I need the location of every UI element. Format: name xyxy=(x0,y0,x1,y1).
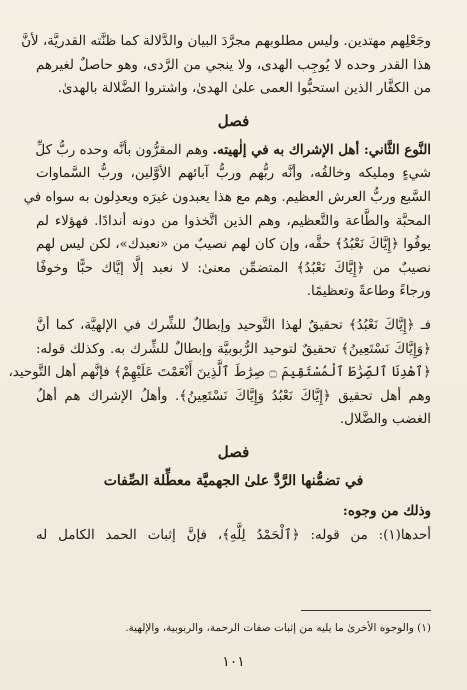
page-number: ١٠١ xyxy=(222,654,245,670)
paragraph-lead: النَّوع الثَّاني: أهل الإشراك به في إلٰهيته. xyxy=(212,141,431,158)
paragraph-3 xyxy=(8,314,431,432)
section-subheading: في تضمُّنها الرَّدَّ علىٰ الجهميَّة معطِّلة الصِّفات xyxy=(103,472,364,489)
text-line: وذلك من وجوه: xyxy=(342,502,431,519)
paragraph-4 xyxy=(36,500,431,547)
text-line: نصيبٌ من ﴿إِيَّاكَ نَعْبُدُ﴾ المتضمِّن معنىٰ: لا نعبد إلَّا إيَّاك حبًّا وخوفًا xyxy=(36,260,431,276)
text-line: شيءٍ ومليكه وخالقُه، وأنَّه ربُّهم وربُّ آبائهم الأوَّلين، وربُّ السَّماوات xyxy=(36,166,431,182)
text-line: أحدها(١): من قوله: ﴿ٱلْحَمْدُ لِلَّهِ﴾، فإنَّ إثبات الحمد الكامل له xyxy=(36,527,431,543)
text-line: السَّبع وربُّ العرش العظيم. وهم مع هذا يعبدون غيرَه ويعدِلون به سواه في xyxy=(23,189,431,205)
footnote: (١) والوجوه الأخرىٰ ما يليه من إثبات صفات الرحمة، والربوبية، والإلهية. xyxy=(125,622,431,634)
text-line: ﴿ٱهْدِنَا ٱلصِّرَٰطَ ٱلْمُسْتَقِيمَ ۝ صِرَٰطَ ٱلَّذِينَ أَنْعَمْتَ عَلَيْهِمْ﴾ فإنَّهم أهل التَّوحيد، xyxy=(8,365,431,381)
paragraph-2 xyxy=(23,139,431,304)
text-line: الغضب والضَّلال. xyxy=(339,412,431,428)
text-line: وهم أهل تحقيق ﴿إِيَّاكَ نَعْبُدُ وَإِيَّاكَ نَسْتَعِينُ﴾. وأهلُ الإشراك هم أهلُ xyxy=(36,388,431,404)
text-line: من الكفَّار الذين استحبُّوا العمى علىٰ الهدىٰ، واشتروا الضَّلالة بالهدىٰ. xyxy=(57,81,431,97)
main-text-block xyxy=(8,30,431,547)
paragraph-1 xyxy=(21,30,431,101)
footnote-divider xyxy=(301,610,431,611)
section-heading-fasl-2: فصل xyxy=(217,442,250,461)
text-line: وجَعْلِهم مهتدين. وليس مطلوبهم مجرَّدَ البيان والدَّلالة كما ظنَّته القدريَّة، لأنَّ xyxy=(21,34,431,49)
text-line: ﴿وَإِيَّاكَ نَسْتَعِينُ﴾ تحقيقٌ لتوحيد الرُّبوبيَّة وإبطالٌ للشِّرك به. وكذلك قوله: xyxy=(36,341,431,357)
text-line: فـ ﴿إِيَّاكَ نَعْبُدُ﴾ تحقيقٌ لهذا التَّوحيد وإبطالٌ للشِّرك في الإلهيَّة، كما أنَّ xyxy=(36,317,431,333)
text-line: المحبَّة والطَّاعة والتَّعظيم، وهم الذين اتَّخذوا من دونه أندادًا. فهؤلاء لم xyxy=(36,213,431,229)
text-line: النَّوع الثَّاني: أهل الإشراك به في إلٰهيته. وهم المقرُّون بأنَّه وحده ربُّ كلِّ xyxy=(35,141,431,158)
text-line: ورجاءً وطاعةً وتعظيمًا. xyxy=(306,284,431,300)
text-line: هذا القدر وحده لا يُوجِب الهدى، ولا ينجي من الرَّدى، وهو حاصلٌ لغيرهم xyxy=(36,57,431,73)
text-line: يوفُوا ﴿إِيَّاكَ نَعْبُدُ﴾ حقَّه، وإن كان لهم نصيبٌ من «نعبدك»، لكن ليس لهم xyxy=(36,237,431,253)
section-heading-fasl: فصل xyxy=(217,111,250,130)
